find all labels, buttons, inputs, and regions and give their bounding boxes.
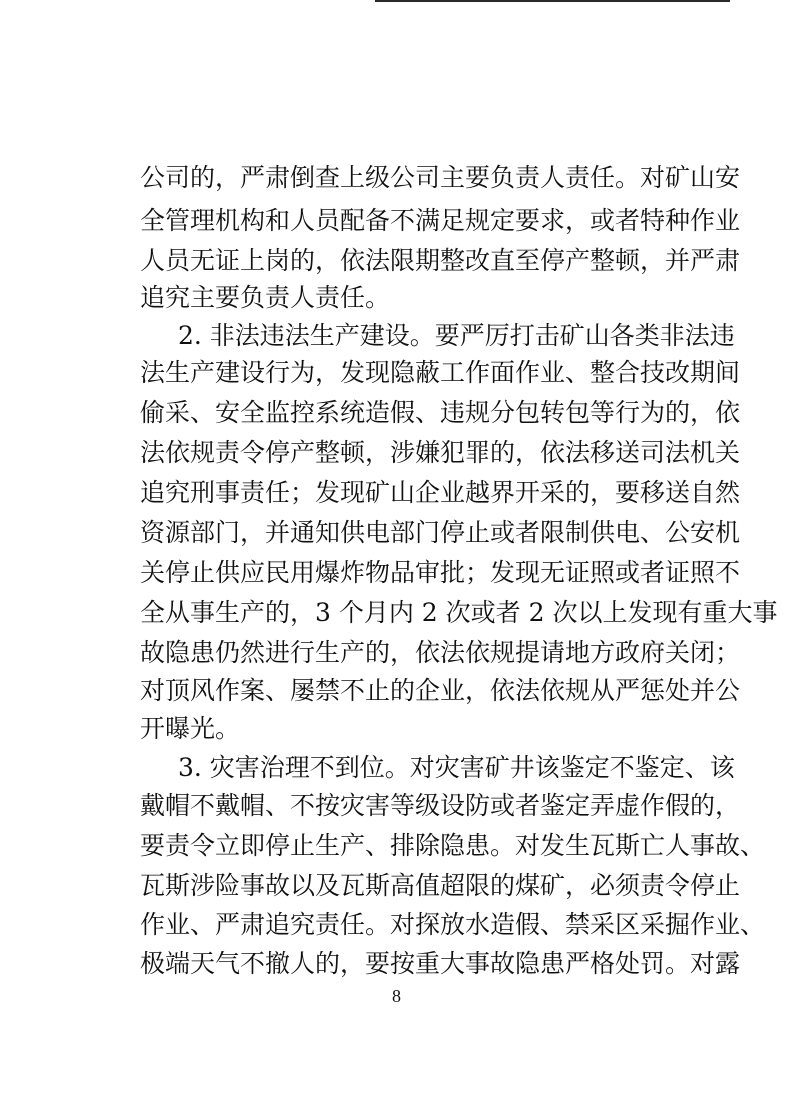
text-line: 极端天气不撤人的，要按重大事故隐患严格处罚。对露 (140, 949, 741, 978)
text-line: 开曝光。 (140, 714, 241, 743)
text-line: 要责令立即停止生产、排除隐患。对发生瓦斯亡人事故、 (140, 831, 766, 860)
text-line: 资源部门，并通知供电部门停止或者限制供电、公安机 (140, 518, 741, 547)
text-line: 公司的，严肃倒查上级公司主要负责人责任。对矿山安 (140, 163, 741, 192)
section-heading-line: 3. 灾害治理不到位。对灾害矿井该鉴定不鉴定、该 (178, 753, 735, 782)
text-line: 关停止供应民用爆炸物品审批；发现无证照或者证照不 (140, 558, 741, 587)
text-line: 戴帽不戴帽、不按灾害等级设防或者鉴定弄虚作假的， (140, 791, 741, 820)
text-line: 全从事生产的，3 个月内 2 次或者 2 次以上发现有重大事 (140, 598, 778, 627)
text-line: 偷采、安全监控系统造假、违规分包转包等行为的，依 (140, 398, 741, 427)
text-line: 追究主要负责人责任。 (140, 283, 391, 312)
text-line: 对顶风作案、屡禁不止的企业，依法依规从严惩处并公 (140, 676, 741, 705)
text-line: 故隐患仍然进行生产的，依法依规提请地方政府关闭； (140, 638, 741, 667)
text-line: 作业、严肃追究责任。对探放水造假、禁采区采掘作业、 (140, 910, 766, 939)
text-line: 瓦斯涉险事故以及瓦斯高值超限的煤矿，必须责令停止 (140, 871, 741, 900)
section-heading-line: 2. 非法违法生产建设。要严厉打击矿山各类非法违 (178, 321, 735, 350)
page-number: 8 (392, 986, 401, 1006)
text-line: 全管理机构和人员配备不满足规定要求，或者特种作业 (140, 206, 741, 235)
text-line: 法依规责令停产整顿，涉嫌犯罪的，依法移送司法机关 (140, 438, 741, 467)
top-border-line (375, 0, 730, 2)
text-line: 追究刑事责任；发现矿山企业越界开采的，要移送自然 (140, 478, 741, 507)
text-line: 人员无证上岗的，依法限期整改直至停产整顿，并严肃 (140, 246, 741, 275)
text-line: 法生产建设行为，发现隐蔽工作面作业、整合技改期间 (140, 358, 741, 387)
